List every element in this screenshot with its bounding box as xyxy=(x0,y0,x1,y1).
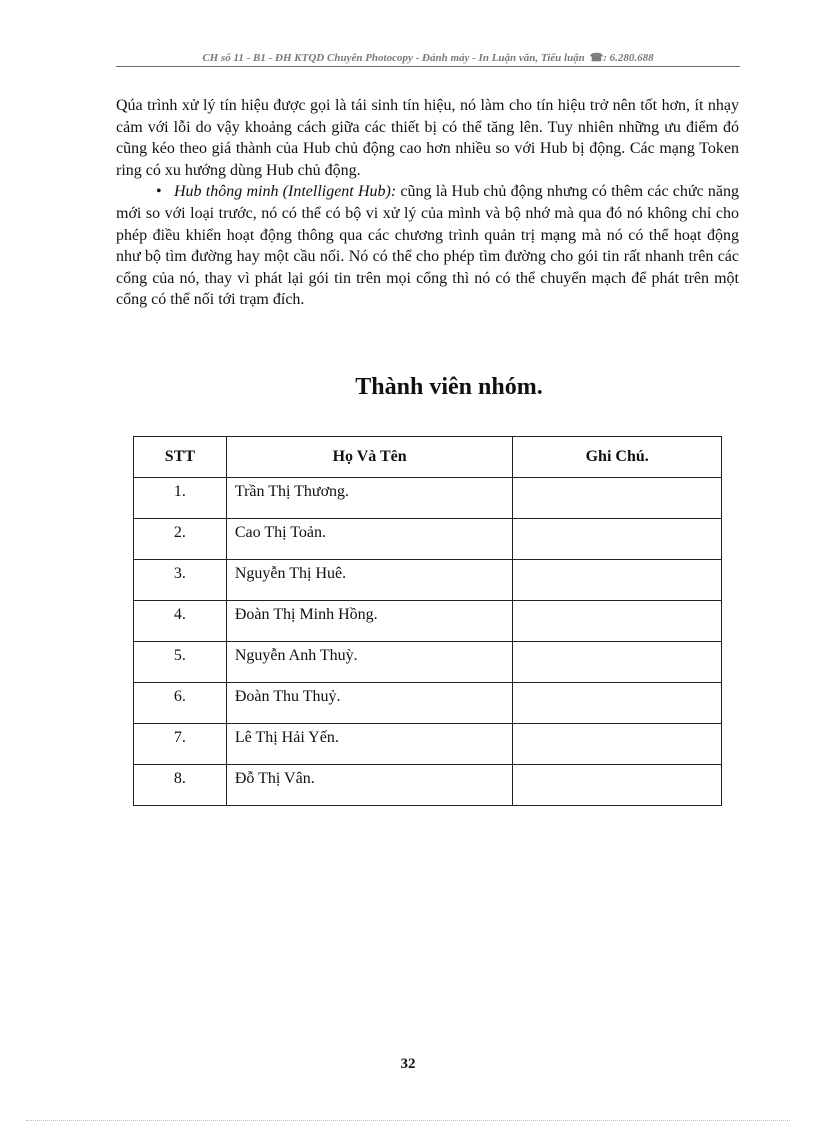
cell-stt: 3. xyxy=(134,560,227,601)
cell-note xyxy=(513,683,722,724)
header-phone: : 6.280.688 xyxy=(603,52,654,64)
cell-note xyxy=(513,478,722,519)
paragraph-regeneration: Qúa trình xử lý tín hiệu được gọi là tái sinh tín hiệu, nó làm cho tín hiệu trở nên tốt hơn, ít nhạy cảm với lỗi do vậy khoảng cách giữa các thiết bị có thể tăng lên. Tuy nhiên những ưu điểm đó cũng kéo theo giá thành của Hub chủ động cao hơn nhiều so với Hub bị động. Các mạng Token ring có xu hướng dùng Hub chủ động. xyxy=(116,97,739,179)
cell-name: Cao Thị Toản. xyxy=(226,519,513,560)
bullet-icon: • xyxy=(156,183,162,201)
cell-note xyxy=(513,519,722,560)
cell-stt: 6. xyxy=(134,683,227,724)
cell-name: Nguyễn Anh Thuỳ. xyxy=(226,642,513,683)
header-note: Ghi Chú. xyxy=(513,437,722,478)
cell-stt: 1. xyxy=(134,478,227,519)
intelligent-hub-description: cũng là Hub chủ động nhưng có thêm các chức năng mới so với loại trước, nó có thể có bộ vi xử lý của mình và bộ nhớ mà qua đó nó không chỉ cho phép điều khiển hoạt động thông qua các chương trình quản trị mạng mà nó có thể hoạt động như bộ tìm đường hay một cầu nối. Nó có thể cho phép tìm đường cho gói tin rất nhanh trên các cổng của nó, thay vì phát lại gói tin trên mọi cổng thì nó có thể chuyển mạch để phát trên một cổng có thể nối tới trạm đích. xyxy=(116,183,740,309)
cell-note xyxy=(513,560,722,601)
members-table xyxy=(133,436,722,806)
table-header-row xyxy=(134,437,722,478)
cell-stt: 7. xyxy=(134,724,227,765)
paragraph-intelligent-hub xyxy=(116,181,739,311)
cell-stt: 5. xyxy=(134,642,227,683)
cell-name: Đoàn Thị Minh Hồng. xyxy=(226,601,513,642)
cell-note xyxy=(513,642,722,683)
cell-name: Đỗ Thị Vân. xyxy=(226,765,513,806)
table-row xyxy=(134,601,722,642)
section-title: Thành viên nhóm. xyxy=(355,374,543,400)
table-row xyxy=(134,765,722,806)
cell-stt: 2. xyxy=(134,519,227,560)
table-row xyxy=(134,642,722,683)
cell-stt: 4. xyxy=(134,601,227,642)
cell-name: Trần Thị Thương. xyxy=(226,478,513,519)
cell-name: Lê Thị Hải Yến. xyxy=(226,724,513,765)
header-text: CH số 11 - B1 - ĐH KTQD Chuyên Photocopy - Đánh máy - In Luận văn, Tiểu luận xyxy=(202,52,585,64)
cell-name: Đoàn Thu Thuỷ. xyxy=(226,683,513,724)
cell-note xyxy=(513,765,722,806)
cell-note xyxy=(513,724,722,765)
table-row xyxy=(134,560,722,601)
cell-name: Nguyễn Thị Huê. xyxy=(226,560,513,601)
intelligent-hub-term: Hub thông minh (Intelligent Hub): xyxy=(174,183,397,201)
table-row xyxy=(134,478,722,519)
page-number: 32 xyxy=(400,1056,416,1072)
header-name: Họ Và Tên xyxy=(226,437,513,478)
bottom-divider xyxy=(26,1120,790,1121)
phone-icon: ☎ xyxy=(589,52,604,64)
page-header xyxy=(116,50,740,67)
cell-note xyxy=(513,601,722,642)
header-stt: STT xyxy=(134,437,227,478)
table-row xyxy=(134,519,722,560)
body-text xyxy=(116,95,739,311)
table-row xyxy=(134,724,722,765)
cell-stt: 8. xyxy=(134,765,227,806)
table-row xyxy=(134,683,722,724)
